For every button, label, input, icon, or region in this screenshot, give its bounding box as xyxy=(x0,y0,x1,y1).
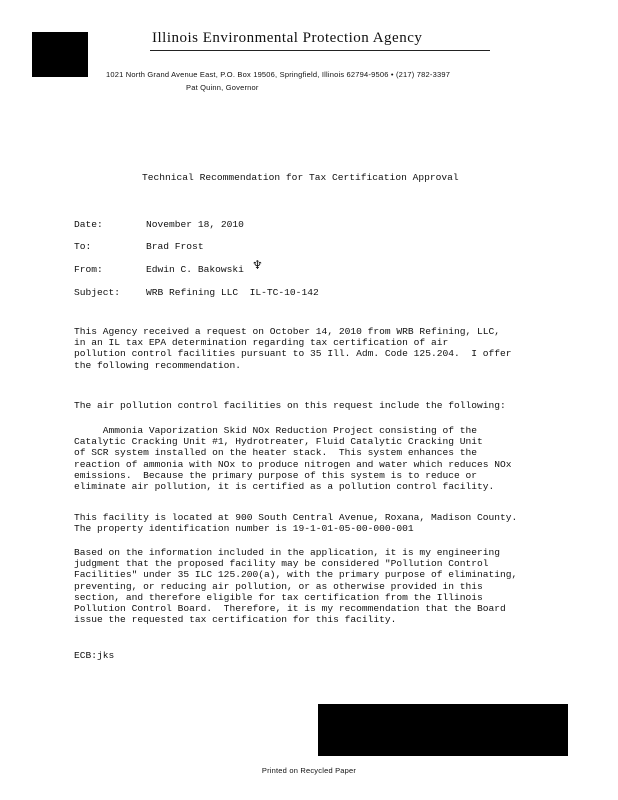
from-value: Edwin C. Bakowski xyxy=(146,264,244,275)
paragraph-recommendation: Based on the information included in the application, it is my engineering judgment that the proposed facility may be considered "Pollution Control Facilities" under 35 ILC 125.200(a), with the primary purpose of eliminating, preventing, or reducing air pollution, or as otherwise provided in this section, and therefore eligible for tax certification from the Illinois Pollution Control Board. Therefore, it is my recommendation that the Board issue the requested tax certification for this facility. xyxy=(74,547,518,626)
to-value: Brad Frost xyxy=(146,241,204,252)
subject-value: WRB Refining LLC IL-TC-10-142 xyxy=(146,287,319,298)
paragraph-request: This Agency received a request on October 14, 2010 from WRB Refining, LLC, in an IL tax EPA determination regarding tax certification of air pollution control facilities pursuant to 35 Ill. Adm. Code 125.204. I offer the following recommendation. xyxy=(74,326,512,371)
author-initials: ECB:jks xyxy=(74,650,115,661)
paragraph-facility-description: Ammonia Vaporization Skid NOx Reduction Project consisting of the Catalytic Cracking Unit #1, Hydrotreater, Fluid Catalytic Cracking Unit of SCR system installed on the heater stack. This system enhances the reaction of ammonia with NOx to produce nitrogen and water which reduces NOx emissions. Because the primary purpose of this system is to reduce or eliminate air pollution, it is certified as a pollution control facility. xyxy=(74,425,512,493)
date-value: November 18, 2010 xyxy=(146,219,244,230)
letterhead-rule xyxy=(150,50,490,51)
date-label: Date: xyxy=(74,219,103,230)
recycled-paper-footer: Printed on Recycled Paper xyxy=(261,766,357,775)
redacted-stamp-block xyxy=(318,704,568,756)
redacted-logo-block xyxy=(32,32,88,77)
to-label: To: xyxy=(74,241,92,252)
paragraph-facilities-intro: The air pollution control facilities on this request include the following: xyxy=(74,400,506,411)
document-title: Technical Recommendation for Tax Certification Approval xyxy=(142,172,459,183)
from-label: From: xyxy=(74,264,103,275)
subject-label: Subject: xyxy=(74,287,121,298)
agency-name: Illinois Environmental Protection Agency xyxy=(152,30,423,46)
agency-address: 1021 North Grand Avenue East, P.O. Box 19506, Springfield, Illinois 62794-9506 • (217) 782-3397 xyxy=(106,70,451,79)
paragraph-location: This facility is located at 900 South Central Avenue, Roxana, Madison County. The property identification number is 19-1-01-05-00-000-001 xyxy=(74,512,518,535)
signature-initials: ♆ xyxy=(252,258,263,272)
governor-line: Pat Quinn, Governor xyxy=(186,83,259,92)
